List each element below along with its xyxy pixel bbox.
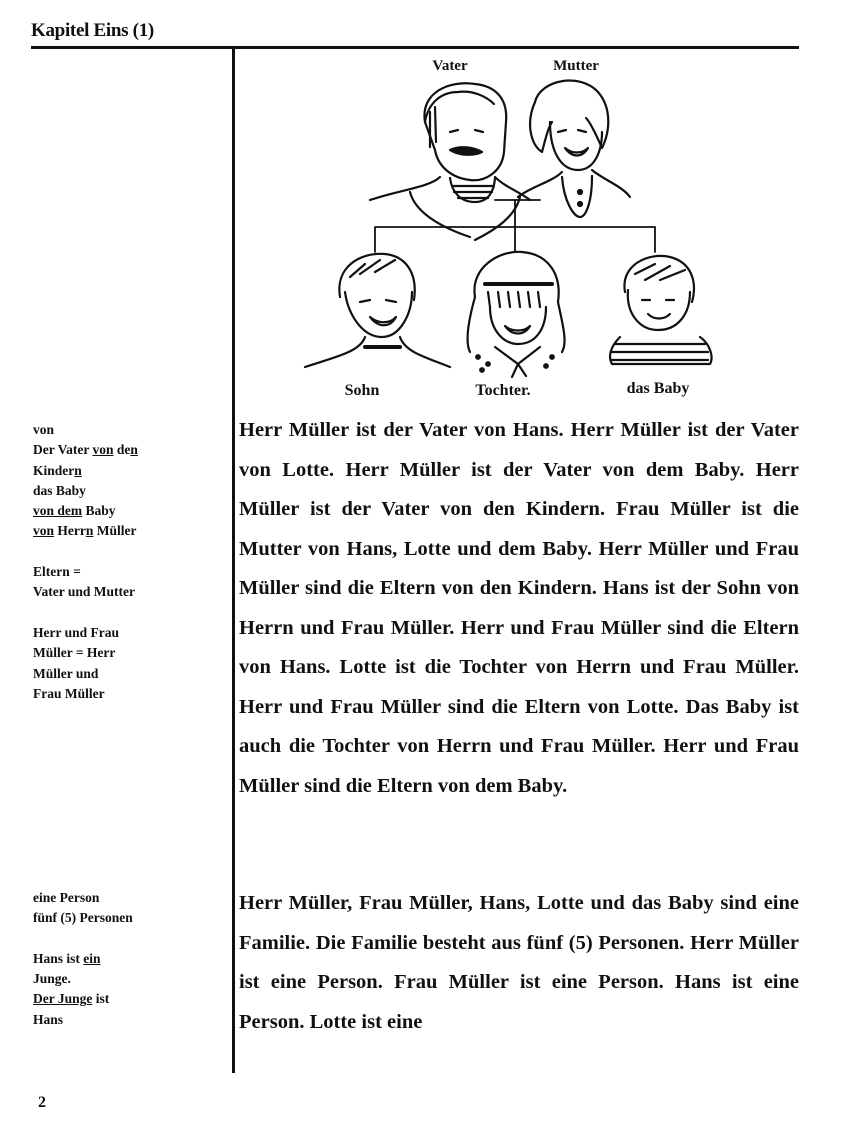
body-paragraph-1: Herr Müller ist der Vater von Hans. Herr Müller ist der Vater von Lotte. Herr Müller ist der Vater von dem Baby. Herr Müller ist der Vater von den Kindern. Frau Müller ist die Mutter von Hans, Lotte und dem Baby. Herr Müller und Frau Müller sind die Eltern von den Kindern. Hans ist der Sohn von Herrn und Frau Müller. Herr und Frau Müller sind die Eltern von Hans. Lotte ist die Tochter von Herrn und Frau Müller. Herr und Frau Müller sind die Eltern von Lotte. Das Baby ist auch die Tochter von Herrn und Frau Müller. Herr und Frau Müller sind die Eltern von dem Baby.	[239, 419, 799, 797]
margin-note-line	[33, 440, 138, 460]
note-text: Herr und Frau	[33, 624, 120, 640]
note-text: Frau Müller	[33, 685, 105, 701]
daughter-drawing	[468, 252, 565, 377]
father-drawing	[370, 83, 530, 240]
margin-note-line	[33, 989, 133, 1009]
page-number: 2	[38, 1094, 46, 1111]
margin-note-line	[33, 420, 138, 440]
margin-note-line	[33, 969, 133, 989]
note-text: Vater und Mutter	[33, 584, 135, 600]
note-text: Hans ist	[33, 950, 84, 966]
note-text: Junge.	[33, 971, 71, 987]
margin-note-line	[33, 623, 138, 643]
note-text: eine Person	[33, 890, 100, 905]
label-vater: Vater	[432, 58, 468, 74]
note-text: fünf (5) Personen	[33, 910, 133, 926]
note-text	[33, 931, 36, 946]
margin-note-line	[33, 888, 133, 908]
margin-note-line	[33, 603, 138, 623]
column-divider	[232, 47, 235, 1073]
note-text: de	[113, 442, 131, 458]
body-paragraph-2: Herr Müller, Frau Müller, Hans, Lotte und das Baby sind eine Familie. Die Familie besteht aus fünf (5) Personen. Herr Müller ist eine Person. Frau Müller ist eine Person. Hans ist eine Person. Lotte ist eine	[239, 892, 799, 1033]
margin-note-line	[33, 949, 133, 969]
underlined-word: von dem	[33, 503, 83, 519]
note-text: Müller und	[33, 665, 99, 681]
margin-note-line	[33, 684, 138, 704]
label-mutter: Mutter	[553, 58, 599, 74]
margin-note-line	[33, 461, 138, 481]
note-text: Hans	[33, 1011, 64, 1027]
margin-note-line	[33, 664, 138, 684]
mother-drawing	[518, 81, 630, 217]
chapter-title: Kapitel Eins (1)	[31, 20, 154, 41]
note-text	[33, 544, 36, 559]
note-text: Müller	[93, 523, 137, 539]
margin-note-line	[33, 501, 138, 521]
note-text: das Baby	[33, 482, 86, 498]
margin-note-line	[33, 582, 138, 602]
note-text: ist	[92, 991, 110, 1007]
underlined-word: ein	[83, 950, 101, 966]
label-sohn: Sohn	[344, 382, 380, 399]
note-text: Müller = Herr	[33, 645, 116, 661]
margin-note-line	[33, 562, 138, 582]
margin-note-line	[33, 908, 133, 928]
margin-note-line	[33, 521, 138, 541]
underlined-word: von	[92, 442, 114, 458]
note-text: Baby	[82, 503, 116, 519]
underlined-word: n	[74, 462, 82, 478]
margin-note-line	[33, 643, 138, 663]
note-text: von	[33, 422, 55, 437]
son-drawing	[305, 254, 450, 367]
note-text: Kinder	[33, 462, 75, 478]
family-tree-illustration	[290, 52, 730, 402]
label-baby: das Baby	[626, 380, 690, 397]
baby-drawing	[610, 256, 711, 364]
underlined-word: von	[33, 523, 55, 539]
underlined-word: Der Junge	[33, 991, 93, 1007]
header-rule	[31, 46, 799, 49]
margin-note-line	[33, 542, 138, 562]
note-text	[33, 605, 36, 620]
margin-note-line	[33, 481, 138, 501]
note-text: Herr	[54, 523, 86, 539]
note-text: Eltern =	[33, 564, 81, 580]
margin-note-line	[33, 929, 133, 949]
underlined-word: n	[85, 523, 94, 539]
margin-note-line	[33, 1010, 133, 1030]
margin-note-group-1	[33, 420, 138, 704]
underlined-word: n	[130, 442, 138, 458]
label-tochter: Tochter.	[475, 382, 531, 399]
note-text: Der Vater	[33, 442, 93, 458]
margin-note-group-2	[33, 888, 133, 1030]
